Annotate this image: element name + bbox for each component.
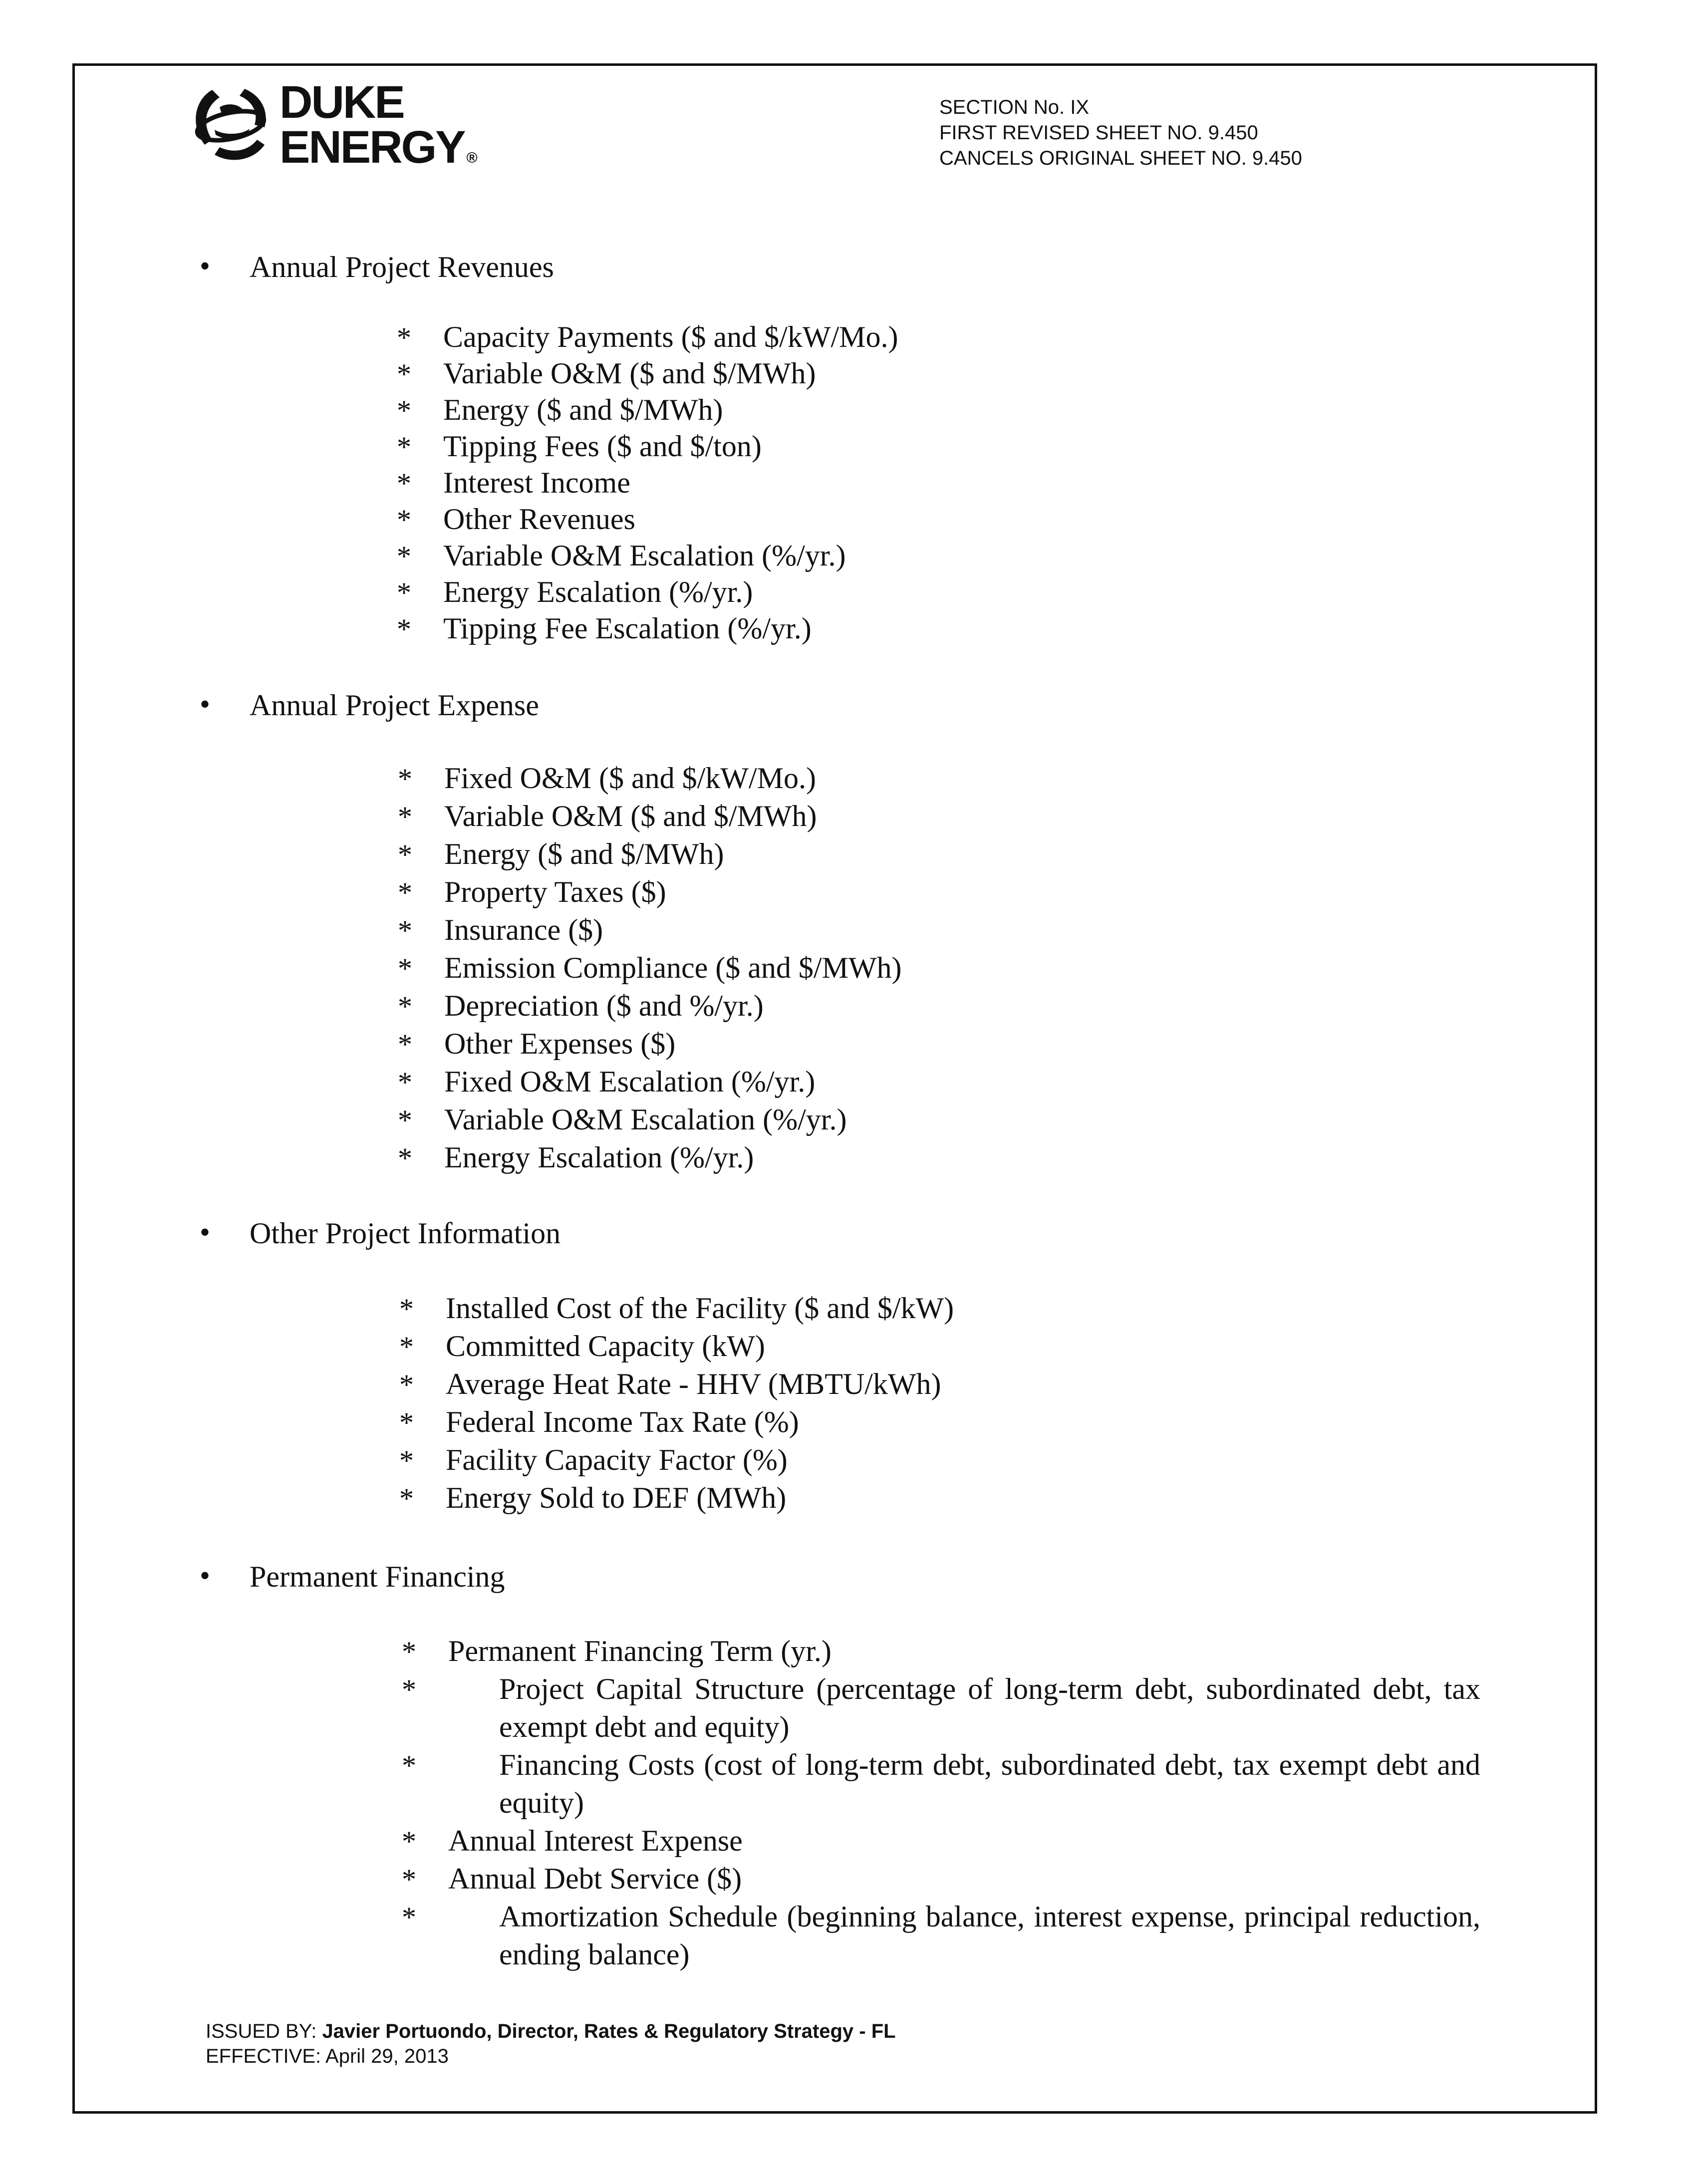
asterisk-icon: * [398,1028,412,1061]
asterisk-icon: * [399,1406,414,1439]
asterisk-icon: * [398,914,412,947]
asterisk-icon: * [397,576,411,609]
bullet-icon: • [200,250,211,282]
asterisk-icon: * [398,763,412,795]
logo-text-duke: DUKE [280,77,404,128]
bullet-icon: • [200,1559,211,1592]
asterisk-icon: * [402,1825,416,1858]
asterisk-icon: * [397,504,411,536]
asterisk-icon: * [397,467,411,500]
asterisk-icon: * [397,613,411,645]
bullet-icon: • [200,1216,211,1249]
issued-by-line [206,2019,896,2044]
section-number: SECTION No. IX [939,96,1090,118]
asterisk-icon: * [398,1066,412,1098]
duke-energy-logo [185,77,484,175]
asterisk-icon: * [398,801,412,833]
duke-energy-emblem-icon [185,80,275,167]
asterisk-icon: * [398,1142,412,1174]
sheet-header [939,95,1302,171]
asterisk-icon: * [399,1444,414,1477]
bullet-icon: • [200,688,211,721]
asterisk-icon: * [399,1368,414,1401]
issued-by-value: Javier Portuondo, Director, Rates & Regulatory Strategy - FL [322,2020,896,2042]
asterisk-icon: * [398,876,412,909]
asterisk-icon: * [402,1749,416,1782]
effective-label: EFFECTIVE: [206,2045,321,2067]
asterisk-icon: * [402,1901,416,1933]
asterisk-icon: * [398,1104,412,1136]
logo-text-energy: ENERGY [280,122,465,173]
asterisk-icon: * [402,1673,416,1706]
asterisk-icon: * [399,1331,414,1363]
asterisk-icon: * [397,394,411,427]
issued-by-label: ISSUED BY: [206,2020,317,2042]
asterisk-icon: * [398,990,412,1023]
asterisk-icon: * [402,1863,416,1896]
cancels-sheet-number: CANCELS ORIGINAL SHEET NO. 9.450 [939,147,1302,169]
asterisk-icon: * [398,952,412,985]
asterisk-icon: * [399,1482,414,1515]
asterisk-icon: * [398,838,412,871]
asterisk-icon: * [402,1636,416,1668]
asterisk-icon: * [399,1293,414,1325]
asterisk-icon: * [397,431,411,463]
issuance-footer [206,2019,896,2069]
revised-sheet-number: FIRST REVISED SHEET NO. 9.450 [939,122,1258,144]
effective-date: April 29, 2013 [325,2045,449,2067]
asterisk-icon: * [397,358,411,390]
asterisk-icon: * [397,321,411,354]
effective-line [206,2044,896,2069]
asterisk-icon: * [397,540,411,572]
registered-mark: ® [466,150,478,166]
